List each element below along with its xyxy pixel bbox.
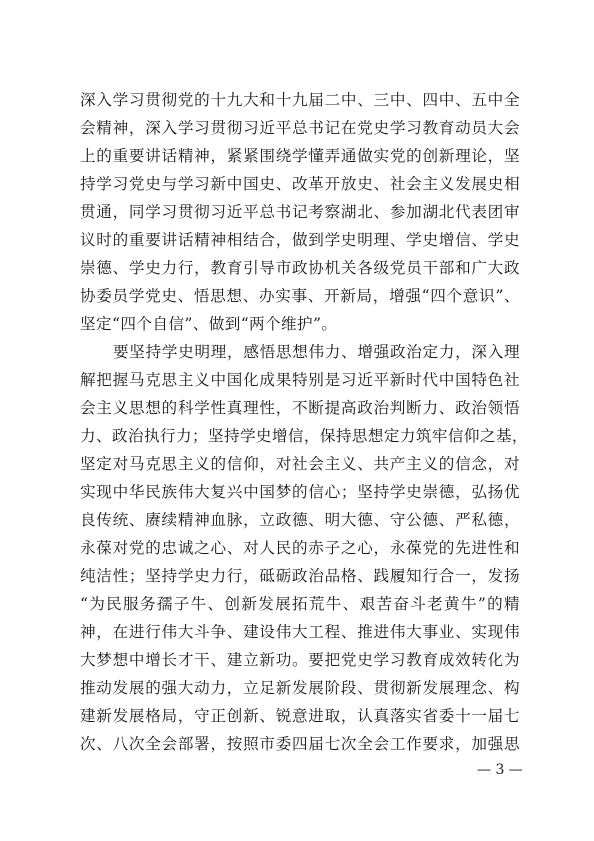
text-line: 贯通，同学习贯彻习近平总书记考察湖北、参加湖北代表团审 — [80, 203, 520, 221]
paragraph — [80, 338, 528, 758]
text-line: 会主义思想的科学性真理性，不断提高政治判断力、政治领悟 — [80, 399, 520, 417]
text-line: 坚定“四个自信”、做到“两个维护”。 — [80, 315, 338, 333]
text-line: 要坚持学史明理，感悟思想伟力、增强政治定力，深入理 — [113, 343, 520, 361]
text-line: 次、八次全会部署，按照市委四届七次全会工作要求，加强思 — [80, 735, 520, 753]
text-line: 深入学习贯彻党的十九大和十九届二中、三中、四中、五中全 — [80, 91, 520, 109]
text-line: 大梦想中增长才干、建立新功。要把党史学习教育成效转化为 — [80, 651, 520, 669]
paragraph — [80, 86, 520, 338]
text-line: 崇德、学史力行，教育引导市政协机关各级党员干部和广大政 — [80, 259, 520, 277]
text-line: 持学习党史与学习新中国史、改革开放史、社会主义发展史相 — [80, 175, 520, 193]
text-line: 良传统、赓续精神血脉，立政德、明大德、守公德、严私德， — [80, 511, 520, 529]
body-text — [80, 86, 528, 758]
text-line: “为民服务孺子牛、创新发展拓荒牛、艰苦奋斗老黄牛”的精 — [80, 595, 520, 613]
text-line: 上的重要讲话精神，紧紧围绕学懂弄通做实党的创新理论，坚 — [80, 147, 520, 165]
page-number: — 3 — — [477, 762, 523, 778]
text-line: 推动发展的强大动力，立足新发展阶段、贯彻新发展理念、构 — [80, 679, 520, 697]
text-line: 议时的重要讲话精神相结合，做到学史明理、学史增信、学史 — [80, 231, 520, 249]
text-line: 力、政治执行力；坚持学史增信，保持思想定力筑牢信仰之基， — [80, 427, 528, 445]
text-line: 实现中华民族伟大复兴中国梦的信心；坚持学史崇德，弘扬优 — [80, 483, 520, 501]
text-line: 坚定对马克思主义的信仰，对社会主义、共产主义的信念，对 — [80, 455, 520, 473]
text-line: 永葆对党的忠诚之心、对人民的赤子之心，永葆党的先进性和 — [80, 539, 520, 557]
text-line: 建新发展格局，守正创新、锐意进取，认真落实省委十一届七 — [80, 707, 520, 725]
text-line: 协委员学党史、悟思想、办实事、开新局，增强“四个意识”、 — [80, 287, 520, 305]
text-line: 神，在进行伟大斗争、建设伟大工程、推进伟大事业、实现伟 — [80, 623, 520, 641]
text-line: 纯洁性；坚持学史力行，砥砺政治品格、践履知行合一，发扬 — [80, 567, 520, 585]
text-line: 会精神，深入学习贯彻习近平总书记在党史学习教育动员大会 — [80, 119, 520, 137]
text-line: 解把握马克思主义中国化成果特别是习近平新时代中国特色社 — [80, 371, 520, 389]
